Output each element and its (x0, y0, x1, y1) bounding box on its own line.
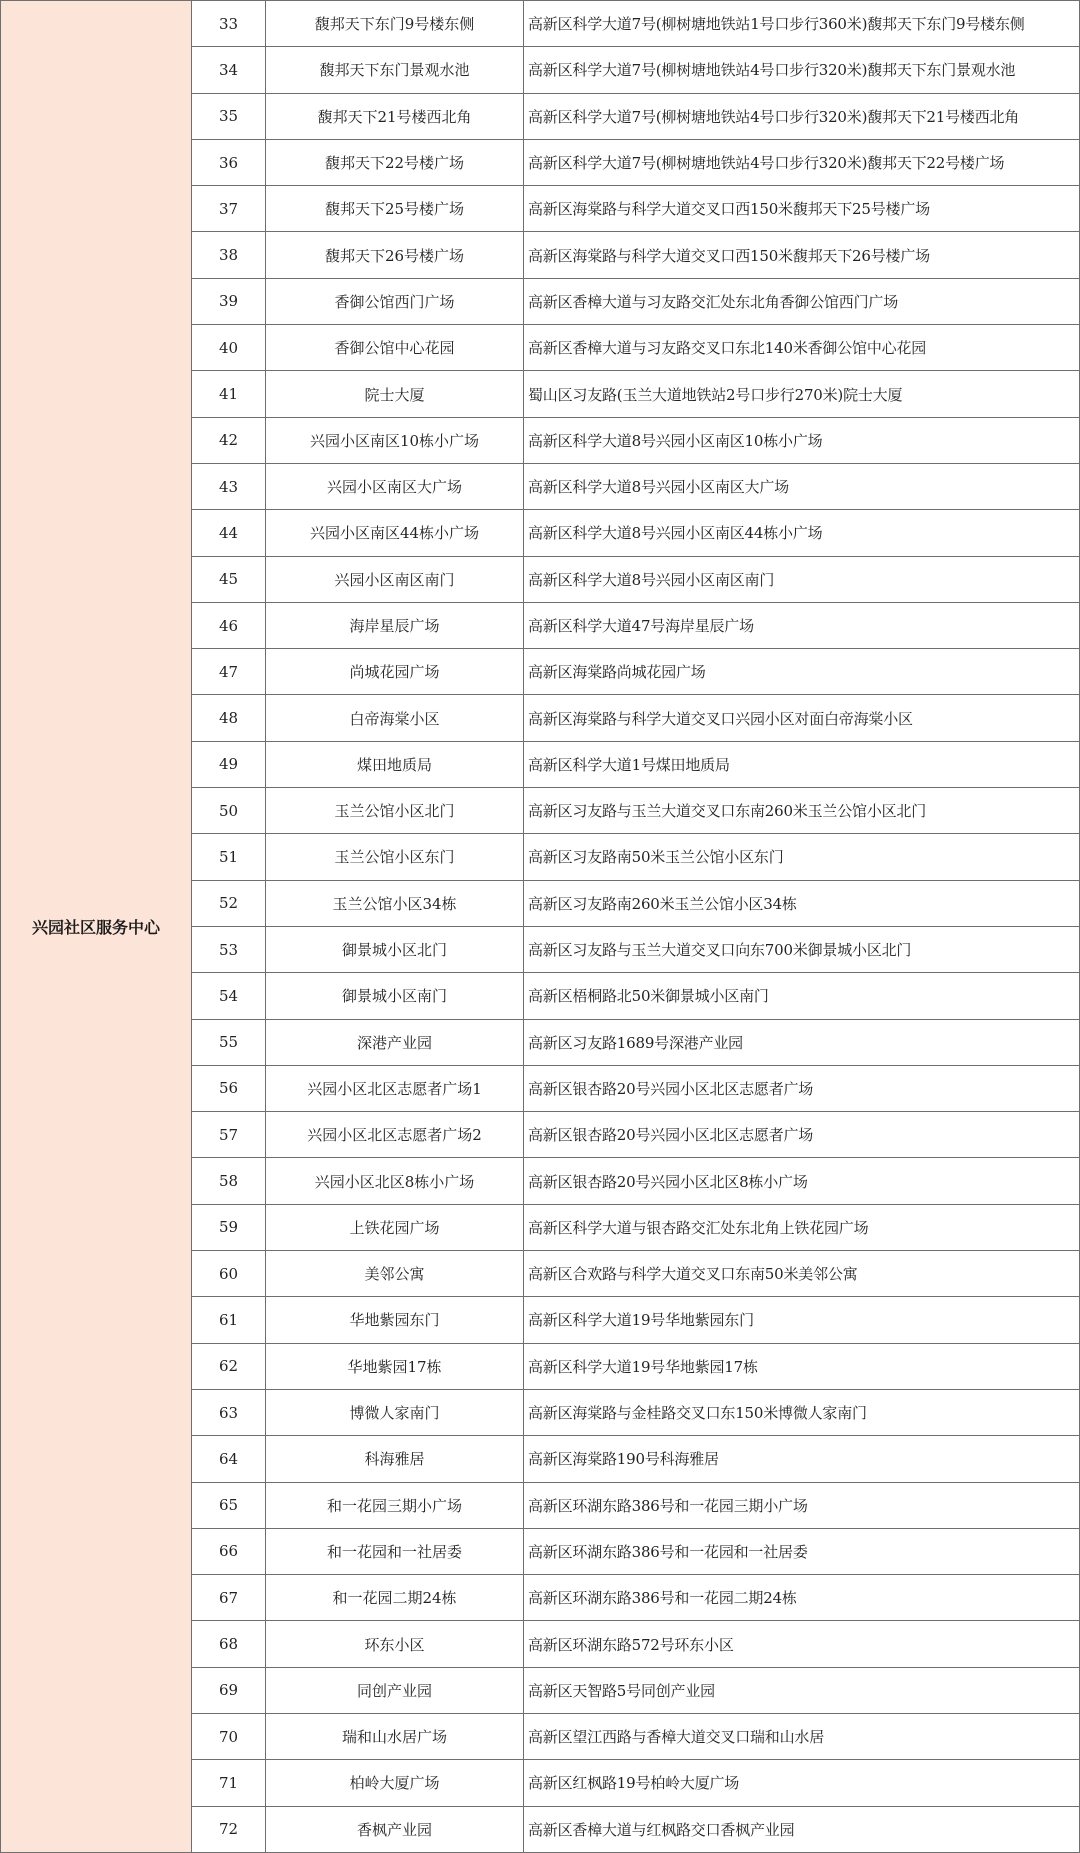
site-name: 御景城小区南门 (266, 973, 524, 1019)
row-number: 47 (192, 649, 266, 695)
site-address: 高新区习友路南50米玉兰公馆小区东门 (524, 834, 1080, 880)
row-number: 68 (192, 1621, 266, 1667)
site-address: 高新区梧桐路北50米御景城小区南门 (524, 973, 1080, 1019)
site-address: 高新区海棠路与科学大道交叉口西150米馥邦天下26号楼广场 (524, 232, 1080, 278)
site-address: 高新区科学大道7号(柳树塘地铁站4号口步行320米)馥邦天下22号楼广场 (524, 139, 1080, 185)
site-address: 高新区习友路南260米玉兰公馆小区34栋 (524, 880, 1080, 926)
site-address: 高新区海棠路与科学大道交叉口兴园小区对面白帝海棠小区 (524, 695, 1080, 741)
site-address: 高新区科学大道19号华地紫园17栋 (524, 1343, 1080, 1389)
site-name: 海岸星辰广场 (266, 602, 524, 648)
row-number: 52 (192, 880, 266, 926)
site-address: 高新区银杏路20号兴园小区北区志愿者广场 (524, 1112, 1080, 1158)
row-number: 62 (192, 1343, 266, 1389)
row-number: 33 (192, 1, 266, 47)
site-name: 瑞和山水居广场 (266, 1713, 524, 1759)
row-number: 35 (192, 93, 266, 139)
site-address: 高新区红枫路19号柏岭大厦广场 (524, 1760, 1080, 1806)
row-number: 58 (192, 1158, 266, 1204)
row-number: 49 (192, 741, 266, 787)
site-address: 高新区习友路1689号深港产业园 (524, 1019, 1080, 1065)
site-address: 高新区银杏路20号兴园小区北区8栋小广场 (524, 1158, 1080, 1204)
site-name: 兴园小区北区志愿者广场2 (266, 1112, 524, 1158)
site-name: 兴园小区南区10栋小广场 (266, 417, 524, 463)
row-number: 70 (192, 1713, 266, 1759)
site-address: 高新区习友路与玉兰大道交叉口东南260米玉兰公馆小区北门 (524, 788, 1080, 834)
site-address: 高新区科学大道8号兴园小区南区10栋小广场 (524, 417, 1080, 463)
site-name: 和一花园和一社居委 (266, 1528, 524, 1574)
site-name: 香御公馆中心花园 (266, 325, 524, 371)
site-address: 高新区科学大道8号兴园小区南区大广场 (524, 463, 1080, 509)
site-address: 高新区科学大道8号兴园小区南区南门 (524, 556, 1080, 602)
site-name: 玉兰公馆小区东门 (266, 834, 524, 880)
row-number: 41 (192, 371, 266, 417)
site-address: 高新区海棠路与科学大道交叉口西150米馥邦天下25号楼广场 (524, 186, 1080, 232)
site-name: 上铁花园广场 (266, 1204, 524, 1250)
row-number: 69 (192, 1667, 266, 1713)
row-number: 61 (192, 1297, 266, 1343)
site-address: 高新区银杏路20号兴园小区北区志愿者广场 (524, 1065, 1080, 1111)
site-address: 高新区环湖东路386号和一花园二期24栋 (524, 1575, 1080, 1621)
row-number: 55 (192, 1019, 266, 1065)
site-name: 白帝海棠小区 (266, 695, 524, 741)
site-name: 院士大厦 (266, 371, 524, 417)
site-address: 高新区科学大道19号华地紫园东门 (524, 1297, 1080, 1343)
row-number: 57 (192, 1112, 266, 1158)
site-name: 玉兰公馆小区北门 (266, 788, 524, 834)
site-name: 华地紫园17栋 (266, 1343, 524, 1389)
site-address: 高新区科学大道7号(柳树塘地铁站4号口步行320米)馥邦天下东门景观水池 (524, 47, 1080, 93)
site-name: 馥邦天下26号楼广场 (266, 232, 524, 278)
row-number: 48 (192, 695, 266, 741)
site-table-body (1, 1, 1080, 1853)
site-name: 柏岭大厦广场 (266, 1760, 524, 1806)
site-name: 馥邦天下东门景观水池 (266, 47, 524, 93)
site-name: 馥邦天下22号楼广场 (266, 139, 524, 185)
site-address: 高新区香樟大道与习友路交叉口东北140米香御公馆中心花园 (524, 325, 1080, 371)
row-number: 66 (192, 1528, 266, 1574)
row-number: 65 (192, 1482, 266, 1528)
site-address: 高新区科学大道47号海岸星辰广场 (524, 602, 1080, 648)
row-number: 38 (192, 232, 266, 278)
site-name: 美邻公寓 (266, 1251, 524, 1297)
site-name: 兴园小区北区志愿者广场1 (266, 1065, 524, 1111)
service-center-cell: 兴园社区服务中心 (1, 1, 192, 1853)
site-name: 兴园小区北区8栋小广场 (266, 1158, 524, 1204)
site-address: 蜀山区习友路(玉兰大道地铁站2号口步行270米)院士大厦 (524, 371, 1080, 417)
site-name: 和一花园二期24栋 (266, 1575, 524, 1621)
site-name: 馥邦天下东门9号楼东侧 (266, 1, 524, 47)
site-name: 深港产业园 (266, 1019, 524, 1065)
row-number: 56 (192, 1065, 266, 1111)
site-name: 博微人家南门 (266, 1389, 524, 1435)
row-number: 40 (192, 325, 266, 371)
site-name: 华地紫园东门 (266, 1297, 524, 1343)
row-number: 43 (192, 463, 266, 509)
row-number: 67 (192, 1575, 266, 1621)
site-name: 兴园小区南区大广场 (266, 463, 524, 509)
site-address: 高新区习友路与玉兰大道交叉口向东700米御景城小区北门 (524, 926, 1080, 972)
site-name: 兴园小区南区44栋小广场 (266, 510, 524, 556)
site-address: 高新区科学大道8号兴园小区南区44栋小广场 (524, 510, 1080, 556)
site-name: 环东小区 (266, 1621, 524, 1667)
site-name: 玉兰公馆小区34栋 (266, 880, 524, 926)
row-number: 50 (192, 788, 266, 834)
site-name: 香枫产业园 (266, 1806, 524, 1852)
row-number: 39 (192, 278, 266, 324)
site-address: 高新区天智路5号同创产业园 (524, 1667, 1080, 1713)
row-number: 46 (192, 602, 266, 648)
site-address: 高新区香樟大道与习友路交汇处东北角香御公馆西门广场 (524, 278, 1080, 324)
table-row (1, 1, 1080, 47)
site-address: 高新区香樟大道与红枫路交口香枫产业园 (524, 1806, 1080, 1852)
row-number: 59 (192, 1204, 266, 1250)
row-number: 60 (192, 1251, 266, 1297)
site-address: 高新区海棠路190号科海雅居 (524, 1436, 1080, 1482)
row-number: 42 (192, 417, 266, 463)
row-number: 34 (192, 47, 266, 93)
site-address: 高新区海棠路与金桂路交叉口东150米博微人家南门 (524, 1389, 1080, 1435)
site-address: 高新区科学大道1号煤田地质局 (524, 741, 1080, 787)
row-number: 44 (192, 510, 266, 556)
site-address: 高新区科学大道与银杏路交汇处东北角上铁花园广场 (524, 1204, 1080, 1250)
site-name: 同创产业园 (266, 1667, 524, 1713)
row-number: 71 (192, 1760, 266, 1806)
site-name: 香御公馆西门广场 (266, 278, 524, 324)
site-address: 高新区海棠路尚城花园广场 (524, 649, 1080, 695)
row-number: 54 (192, 973, 266, 1019)
row-number: 53 (192, 926, 266, 972)
site-name: 馥邦天下21号楼西北角 (266, 93, 524, 139)
row-number: 63 (192, 1389, 266, 1435)
row-number: 37 (192, 186, 266, 232)
site-name: 煤田地质局 (266, 741, 524, 787)
row-number: 64 (192, 1436, 266, 1482)
row-number: 36 (192, 139, 266, 185)
site-name: 科海雅居 (266, 1436, 524, 1482)
site-name: 馥邦天下25号楼广场 (266, 186, 524, 232)
row-number: 51 (192, 834, 266, 880)
site-name: 尚城花园广场 (266, 649, 524, 695)
site-name: 兴园小区南区南门 (266, 556, 524, 602)
site-address: 高新区科学大道7号(柳树塘地铁站1号口步行360米)馥邦天下东门9号楼东侧 (524, 1, 1080, 47)
site-address: 高新区科学大道7号(柳树塘地铁站4号口步行320米)馥邦天下21号楼西北角 (524, 93, 1080, 139)
site-address: 高新区合欢路与科学大道交叉口东南50米美邻公寓 (524, 1251, 1080, 1297)
site-address: 高新区环湖东路572号环东小区 (524, 1621, 1080, 1667)
row-number: 72 (192, 1806, 266, 1852)
site-address: 高新区望江西路与香樟大道交叉口瑞和山水居 (524, 1713, 1080, 1759)
site-name: 和一花园三期小广场 (266, 1482, 524, 1528)
site-name: 御景城小区北门 (266, 926, 524, 972)
site-address: 高新区环湖东路386号和一花园和一社居委 (524, 1528, 1080, 1574)
site-address: 高新区环湖东路386号和一花园三期小广场 (524, 1482, 1080, 1528)
row-number: 45 (192, 556, 266, 602)
